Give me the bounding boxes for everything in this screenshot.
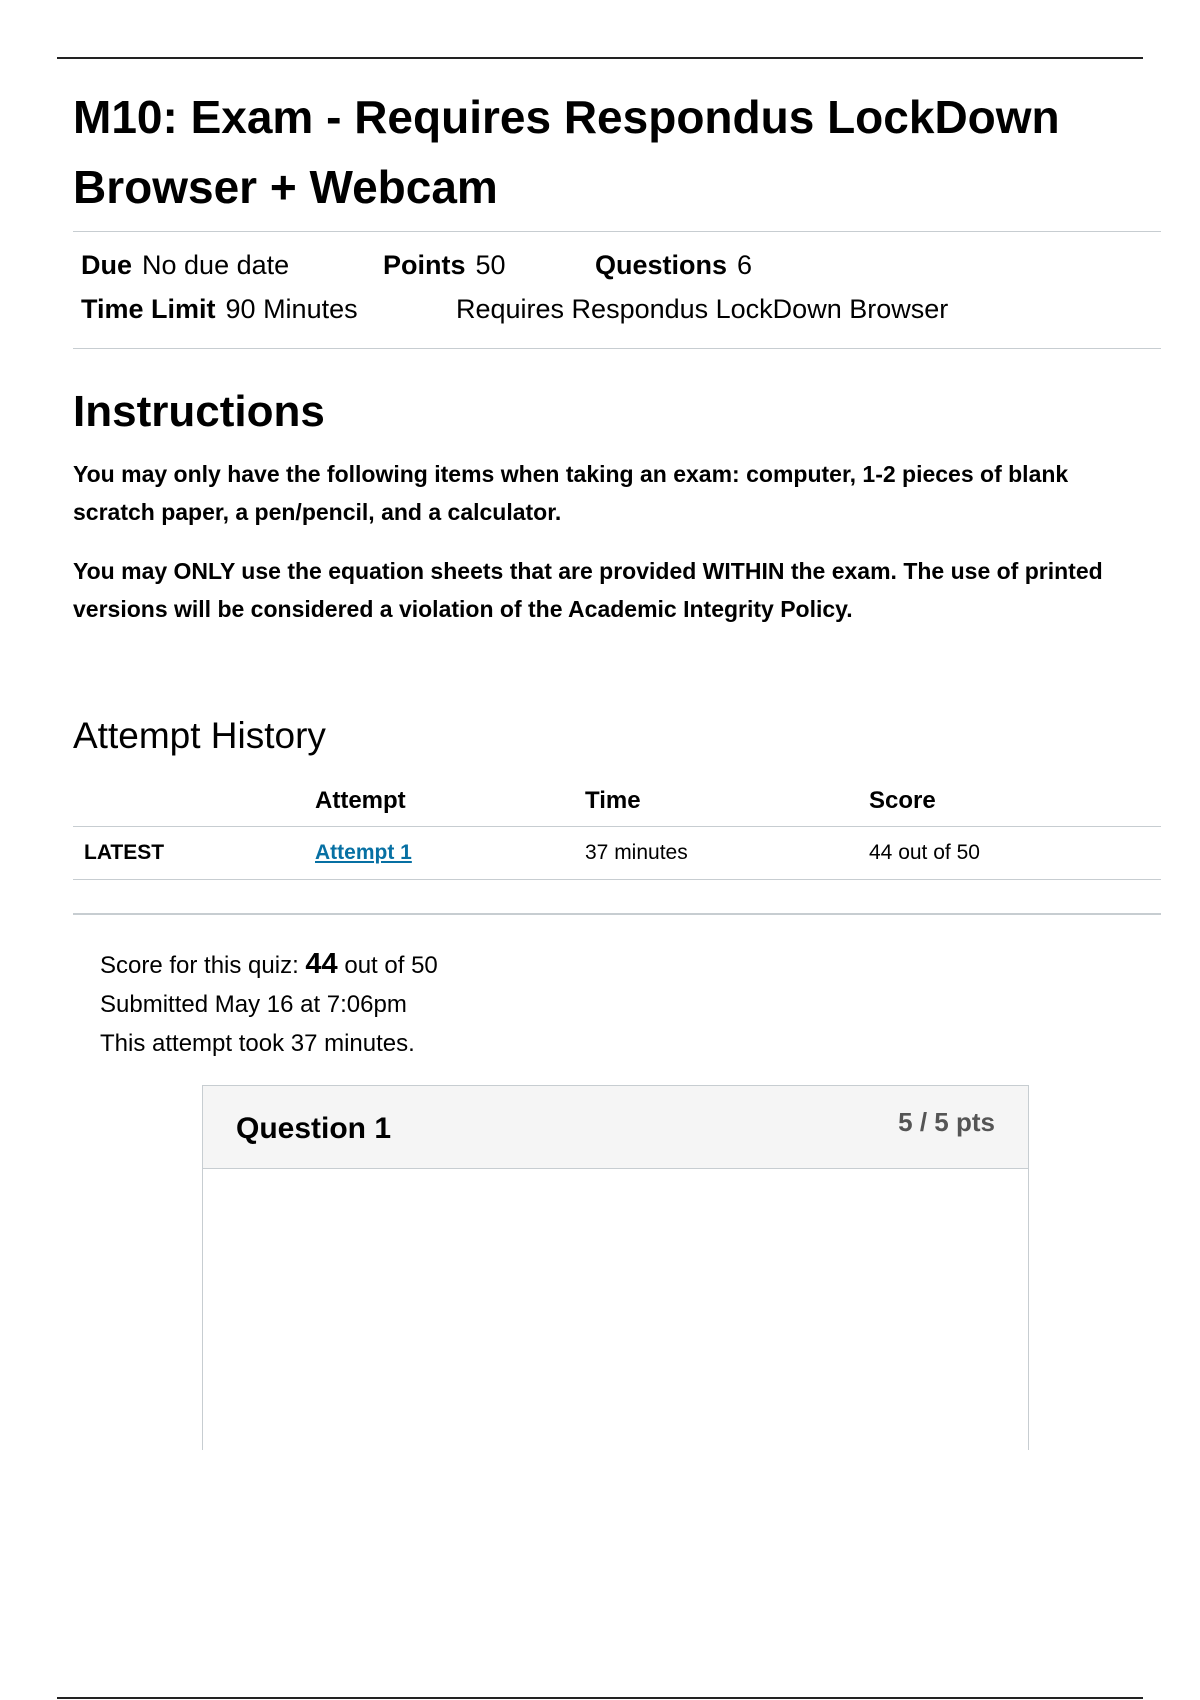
detail-questions	[595, 250, 752, 280]
top-rule	[57, 57, 1143, 59]
submitted-line: Submitted May 16 at 7:06pm	[100, 991, 407, 1018]
time-limit-value: 90 Minutes	[225, 294, 358, 324]
attempt-1-link[interactable]: Attempt 1	[315, 841, 412, 864]
question-title: Question 1	[236, 1112, 392, 1145]
column-header-label	[73, 776, 315, 827]
questions-value: 6	[737, 250, 753, 280]
due-label: Due	[81, 250, 133, 280]
section-divider	[73, 913, 1161, 915]
column-header-time: Time	[585, 776, 869, 827]
score-value: 44	[305, 948, 338, 980]
duration-line: This attempt took 37 minutes.	[100, 1030, 415, 1057]
instructions-heading: Instructions	[73, 387, 325, 436]
table-header-row	[73, 776, 1161, 827]
page-title: M10: Exam - Requires Respondus LockDown Browser + Webcam	[73, 91, 1060, 213]
question-points: 5 / 5 pts	[898, 1107, 995, 1137]
question-card	[202, 1085, 1029, 1450]
quiz-details	[73, 231, 1161, 349]
time-cell: 37 minutes	[585, 827, 869, 880]
detail-points	[383, 250, 506, 280]
question-header	[203, 1086, 1028, 1169]
table-row	[73, 827, 1161, 880]
instructions-paragraph-1: You may only have the following items when taking an exam: computer, 1-2 pieces of blank scratch paper, a pen/pencil, and a calculator.	[73, 461, 1069, 525]
points-label: Points	[383, 250, 466, 280]
due-value: No due date	[142, 250, 290, 280]
column-header-attempt: Attempt	[315, 776, 585, 827]
score-cell: 44 out of 50	[869, 827, 1161, 880]
time-limit-label: Time Limit	[81, 294, 216, 324]
attempt-history-heading: Attempt History	[73, 715, 326, 756]
column-header-score: Score	[869, 776, 1161, 827]
score-suffix: out of 50	[337, 952, 438, 979]
detail-due	[81, 250, 289, 280]
quiz-score-line	[100, 948, 438, 982]
latest-label: LATEST	[73, 827, 315, 880]
attempt-cell	[315, 827, 585, 880]
instructions-paragraph-2: You may ONLY use the equation sheets that are provided WITHIN the exam. The use of printed versions will be considered a violation of the Academic Integrity Policy.	[73, 558, 1103, 622]
questions-label: Questions	[595, 250, 728, 280]
attempt-history-table	[73, 776, 1161, 880]
points-value: 50	[475, 250, 506, 280]
detail-time-limit	[81, 294, 358, 324]
lockdown-note: Requires Respondus LockDown Browser	[456, 294, 949, 324]
bottom-rule	[57, 1697, 1143, 1699]
score-prefix: Score for this quiz:	[100, 952, 306, 979]
